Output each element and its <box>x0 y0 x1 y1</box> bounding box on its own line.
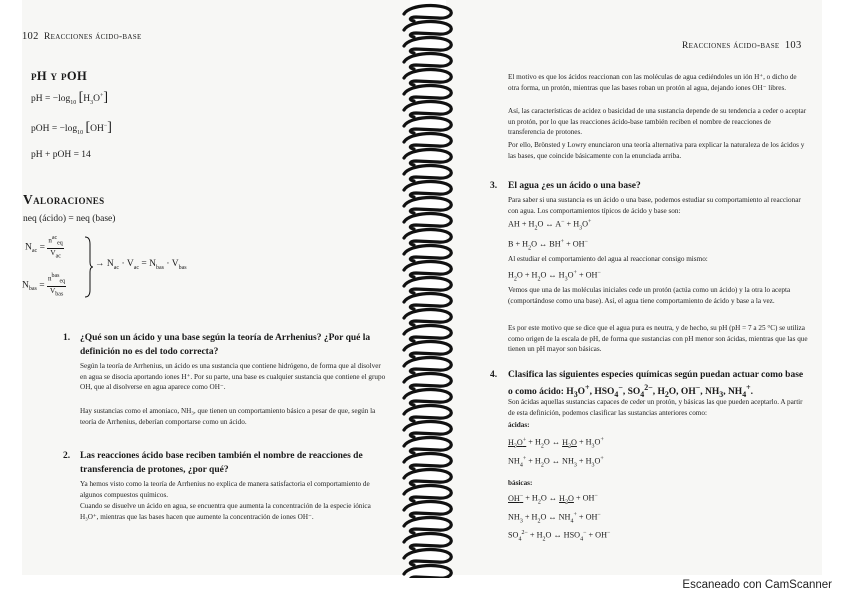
right-brace <box>84 236 94 298</box>
right-page-number: 103 <box>784 40 802 51</box>
q2-title-line-2: transferencia de protones, ¿por qué? <box>80 465 229 475</box>
left-page-number: 102 <box>22 31 39 42</box>
spiral-coil <box>404 405 451 421</box>
q1-body: Según la teoría de Arrhenius, un ácido es una sustancia que contiene hidrógeno, de forma que al disolver en agua se disocia aportando iones H⁺. Por su parte, una base es cualquier sustancia que contiene el grupo OH, que al disolverse en agua aparece como OH⁻. <box>80 362 386 392</box>
acid-reaction-equation: AH + $H_2O$ ↔ $A^- + H_3O^+$ <box>508 219 592 232</box>
spiral-coil <box>404 181 451 197</box>
right-running-header: Reacciones ácido-base 103 <box>682 40 802 51</box>
poh-formula: pOH = $-\log_{10}$ [OH−] <box>31 120 112 136</box>
q3-paragraph-3: Vemos que una de las moléculas iniciales cede un protón (actúa como un ácido) y la otra lo acepta (comportándose como una base). Así, el agua tiene comportamiento de ácido y base a la vez. <box>508 286 791 305</box>
n-acid-fraction: $N_{ac}$ = $\frac{n^{ac}_{eq}}{V_{ac}}$ <box>25 235 63 260</box>
spiral-coil <box>404 69 451 85</box>
q3-paragraph-2: Al estudiar el comportamiento del agua al reaccionar consigo mismo: <box>508 255 708 263</box>
spiral-coil <box>404 277 451 293</box>
spiral-coil <box>404 533 451 549</box>
q1-title-line-2: definición no es del todo correcta? <box>80 347 219 357</box>
q3-title: El agua ¿es un ácido o una base? <box>508 181 641 191</box>
left-running-header: 102 Reacciones ácido-base <box>22 31 142 42</box>
spiral-coil <box>404 389 451 405</box>
spiral-coil <box>404 53 451 69</box>
basicas-label: básicas: <box>508 479 533 487</box>
q2-body-2: Cuando se disuelve un ácido en agua, se encuentra que aumenta la concentración de la especie iónica H₃O⁺, mientras que las bases hacen que aumente la concentración de iones OH⁻. <box>80 502 371 521</box>
acid-equation-2: $NH_4^+ + H_2O$ ↔ $NH_3 + H_3O^+$ <box>508 456 604 469</box>
ph-formula: pH = $-\log_{10}$ $[H_3O^+]$ <box>31 90 109 106</box>
base-reaction-equation: $B + H_2O$ ↔ BH+ + OH− <box>508 239 588 252</box>
q4-paragraph-1: Son ácidas aquellas sustancias capaces de ceder un protón, y básicas las que pueden aceptarlo. A partir de esta definición, podemos clasificar las sustancias anteriores como: <box>508 398 803 417</box>
spiral-coil <box>404 149 451 165</box>
spiral-coil <box>404 309 451 325</box>
camscanner-watermark: Escaneado con CamScanner <box>682 579 832 591</box>
right-paragraph-1: El motivo es que los ácidos reaccionan con las moléculas de agua cediéndoles un ión H⁺, o dicho de otra forma, un protón, mientras que las bases roban un protón al agua, dejando iones OH⁻ libres. <box>508 73 797 92</box>
ph-section-title: pH y pOH <box>31 69 88 83</box>
q4-number: 4. <box>490 370 498 380</box>
right-paragraph-3: Por ello, Brönsted y Lowry enunciaron una teoría alternativa para explicar la naturaleza de los ácidos y las bases, que coincide básicamente con la enunciada arriba. <box>508 141 805 160</box>
spiral-coil <box>404 293 451 309</box>
spiral-coil <box>404 341 451 357</box>
n-base-fraction: $N_{bas}$ = $\frac{n^{bas}_{eq}}{V_{bas}}$ <box>22 273 66 298</box>
base-equation-2: $NH_3 + H_2O$ ↔ $NH_4^+ + OH^-$ <box>508 512 601 525</box>
q4-title-line-1: Clasifica las siguientes especies químicas según puedan actuar como base <box>508 370 804 380</box>
spiral-coil <box>404 501 451 517</box>
q3-number: 3. <box>490 181 498 191</box>
spiral-coil <box>404 485 451 501</box>
q1-number: 1. <box>63 333 71 343</box>
spiral-coil <box>404 37 451 53</box>
ph-sum-formula: pH + pOH = 14 <box>31 150 91 160</box>
q3-paragraph-1: Para saber si una sustancia es un ácido o una base, podemos estudiar su comportamiento al reaccionar con agua. Los comportamientos típicos de ácido y base son: <box>508 196 801 215</box>
spiral-coil <box>404 437 451 453</box>
q2-body: Ya hemos visto como la teoría de Arrhenius no explica de manera satisfactoria el comportamiento de algunos compuestos químicos. <box>80 480 370 499</box>
spiral-coil <box>404 373 451 389</box>
right-paragraph-2: Así, las características de acidez o basicidad de una sustancia depende de su tendencia a ceder o aceptar un protón, por lo que las reacciones ácido-base también reciben el nombre de reacciones de transferencia de protones. <box>508 107 807 137</box>
spiral-coil <box>404 261 451 277</box>
base-equation-3: $SO_4^{2-} + H_2O$ ↔ $HSO_4^- + OH^-$ <box>508 530 611 543</box>
spiral-coil <box>404 165 451 181</box>
spiral-coil <box>404 21 451 37</box>
spiral-coil <box>404 517 451 533</box>
base-equation-1: $OH^- + H_2O$ ↔ $H_2O + OH^-$ <box>508 493 598 506</box>
spiral-coil <box>404 565 451 578</box>
spiral-coil <box>404 229 451 245</box>
water-autoionization-equation: $H_2O + H_2O$ ↔ $H_3O^+ + OH^-$ <box>508 270 601 283</box>
spiral-coil <box>404 357 451 373</box>
spiral-coil <box>404 101 451 117</box>
q4-title-line-2: o como ácido: $H_3O^+$, $HSO_4^-$, $SO_4^{2-}$, $H_2O$, OH−, $NH_3$, $NH_4^+$. <box>508 383 754 400</box>
q3-paragraph-4: Es por este motivo que se dice que el agua pura es neutra, y de hecho, su pH (pH = 7 a 25 °C) se utiliza como origen de la escala de pH, de forma que sustancias con pH menor son ácidas, mientras que las que tienen un pH mayor son básicas. <box>508 324 808 354</box>
q1-body-2: Hay sustancias como el amoniaco, NH₃, que tienen un comportamiento básico a pesar de que, según la teoría de Arrhenius, deberían comportarse como un ácido. <box>80 407 376 426</box>
spiral-coil <box>404 469 451 485</box>
q2-title-line-1: Las reacciones ácido base reciben también el nombre de reacciones de <box>80 451 363 461</box>
spiral-binding <box>402 2 454 578</box>
q1-title-line-1: ¿Qué son un ácido y una base según la teoría de Arrhenius? ¿Por qué la <box>80 333 371 343</box>
spiral-coil <box>404 453 451 469</box>
acidas-label: ácidas: <box>508 421 530 429</box>
spiral-coil <box>404 117 451 133</box>
spiral-coil <box>404 133 451 149</box>
acid-equation-1: $H_3O^+ + H_2O$ ↔ $H_2O + H_3O^+$ <box>508 437 604 450</box>
spiral-coil <box>404 213 451 229</box>
spiral-coil <box>404 245 451 261</box>
right-page <box>446 0 822 575</box>
neq-formula: neq (ácido) = neq (base) <box>23 214 116 224</box>
valoraciones-section-title: Valoraciones <box>23 192 105 207</box>
spiral-coil <box>404 549 451 565</box>
spiral-coil <box>404 421 451 437</box>
left-page <box>22 0 410 575</box>
spiral-coil <box>404 325 451 341</box>
spiral-coil <box>404 197 451 213</box>
valoration-equation: → $N_{ac} \cdot V_{ac} = N_{bas} \cdot V_{bas}$ <box>95 259 187 271</box>
spiral-coil <box>404 5 451 21</box>
q2-number: 2. <box>63 451 71 461</box>
spiral-coil <box>404 85 451 101</box>
